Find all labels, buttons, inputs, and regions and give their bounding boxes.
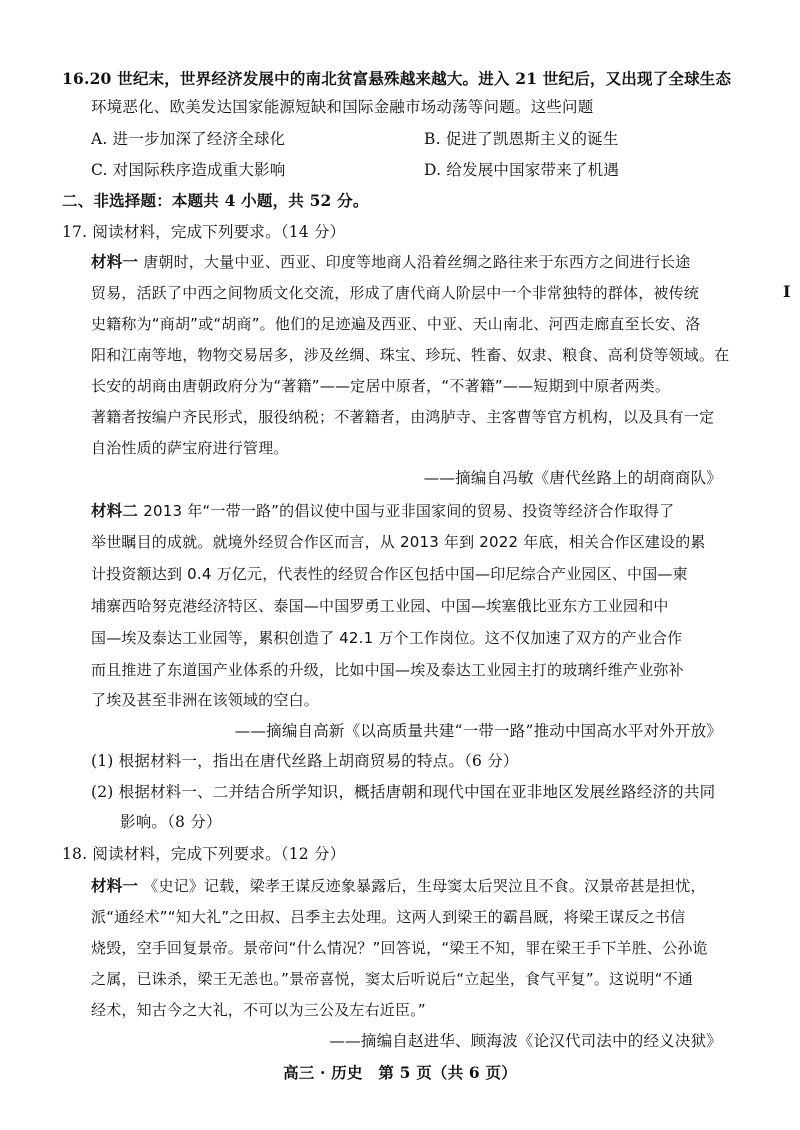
q17-material-1-line-1	[91, 251, 771, 273]
q16-stem-line-2: 环境恶化、欧美发达国家能源短缺和国际金融市场动荡等问题。这些问题	[91, 98, 594, 116]
q16-stem-line-1: 16.20 世纪末，世界经济发展中的南北贫富悬殊越来越大。进入 21 世纪后，又出现了全球生态	[62, 69, 732, 88]
q17-material-2-text-1: 2013 年“一带一路”的倡议使中国与亚非国家间的贸易、投资等经济合作取得了	[143, 502, 675, 520]
q17-requirement-2-line-2: 影响。（8 分）	[120, 813, 222, 831]
q17-material-2-line-4: 埔寨西哈努克港经济特区、泰国—中国罗勇工业园、中国—埃塞俄比亚东方工业园和中	[91, 597, 669, 615]
q17-material-2-label: 材料二	[91, 501, 139, 520]
q16-option-b: B. 促进了凯恩斯主义的诞生	[424, 130, 619, 148]
q17-material-2-line-5: 国—埃及泰达工业园等，累积创造了 42.1 万个工作岗位。这不仅加速了双方的产业合作	[91, 629, 683, 647]
q17-material-1-line-6: 著籍者按编户齐民形式，服役纳税；不著籍者，由鸿胪寺、主客曹等官方机构，以及具有一定	[91, 408, 715, 426]
q17-requirement-2-line-1: (2) 根据材料一、二并结合所学知识，概括唐朝和现代中国在亚非地区发展丝路经济的共同	[91, 783, 716, 801]
margin-mark: I	[783, 282, 791, 301]
q17-material-2-line-3: 计投资额达到 0.4 万亿元，代表性的经贸合作区包括中国—印尼综合产业园区、中国—柬	[91, 565, 688, 583]
q17-material-1-source: ——摘编自冯敏《唐代丝路上的胡商商队》	[423, 469, 722, 487]
q17-material-2-line-7: 了埃及甚至非洲在该领域的空白。	[91, 691, 320, 709]
q18-title: 18. 阅读材料，完成下列要求。（12 分）	[62, 845, 346, 863]
q17-material-1-text-1: 唐朝时，大量中亚、西亚、印度等地商人沿着丝绸之路往来于东西方之间进行长途	[143, 253, 691, 271]
q17-title: 17. 阅读材料，完成下列要求。（14 分）	[62, 223, 346, 241]
q17-material-2-source: ——摘编自高新《以高质量共建“一带一路”推动中国高水平对外开放》	[234, 722, 722, 740]
q18-material-1-line-2: 派“通经术”“知大礼”之田叔、吕季主去处理。这两人到梁王的霸昌厩，将梁王谋反之书信	[91, 908, 686, 926]
q17-material-1-line-2: 贸易，活跃了中西之间物质文化交流，形成了唐代商人阶层中一个非常独特的群体，被传统	[91, 284, 700, 302]
q17-material-1-line-3: 史籍称为“商胡”或“胡商”。他们的足迹遍及西亚、中亚、天山南北、河西走廊直至长安、洛	[91, 315, 701, 333]
q17-material-1-line-5: 长安的胡商由唐朝政府分为“著籍”——定居中原者，“不著籍”——短期到中原者两类。	[91, 377, 671, 395]
q18-material-1-line-5: 经术，知古今之大礼，不可以为三公及左右近臣。”	[91, 1001, 426, 1019]
q18-material-1-text-1: 《史记》记载，梁孝王谋反迹象暴露后，生母窦太后哭泣且不食。汉景帝甚是担忧，	[143, 877, 706, 895]
q16-option-d: D. 给发展中国家带来了机遇	[424, 161, 620, 179]
q18-material-1-line-1	[91, 875, 771, 897]
q17-material-2-line-6: 而且推进了东道国产业体系的升级，比如中国—埃及泰达工业园主打的玻璃纤维产业弥补	[91, 661, 684, 679]
q18-material-1-line-4: 之属，已诛杀，梁王无恙也。”景帝喜悦，窦太后听说后“立起坐，食气平复”。这说明“不通	[91, 970, 693, 988]
q16-option-a: A. 进一步加深了经济全球化	[91, 130, 286, 148]
q17-material-1-line-7: 自治性质的萨宝府进行管理。	[91, 439, 289, 457]
q16-option-c: C. 对国际秩序造成重大影响	[91, 161, 286, 179]
page-footer: 高三 · 历史 第 5 页（共 6 页）	[283, 1063, 517, 1082]
q17-material-2-line-2: 举世瞩目的成就。就境外经贸合作区而言，从 2013 年到 2022 年底，相关合作区建设的累	[91, 533, 706, 551]
q17-material-1-line-4: 阳和江南等地，物物交易居多，涉及丝绸、珠宝、珍玩、牲畜、奴隶、粮食、高利贷等领域。在	[91, 346, 730, 364]
section-2-heading: 二、非选择题：本题共 4 小题，共 52 分。	[62, 191, 369, 210]
q18-material-1-line-3: 烧毁，空手回复景帝。景帝问“什么情况？”回答说，“梁王不知，罪在梁王手下羊胜、公孙诡	[91, 939, 708, 957]
q18-material-1-source: ——摘编自赵进华、顾海波《论汉代司法中的经义决狱》	[329, 1032, 722, 1050]
q17-requirement-1: (1) 根据材料一，指出在唐代丝路上胡商贸易的特点。（6 分）	[91, 752, 519, 770]
q17-material-2-line-1	[91, 500, 771, 522]
q18-material-1-label: 材料一	[91, 876, 139, 895]
q17-material-1-label: 材料一	[91, 252, 139, 271]
